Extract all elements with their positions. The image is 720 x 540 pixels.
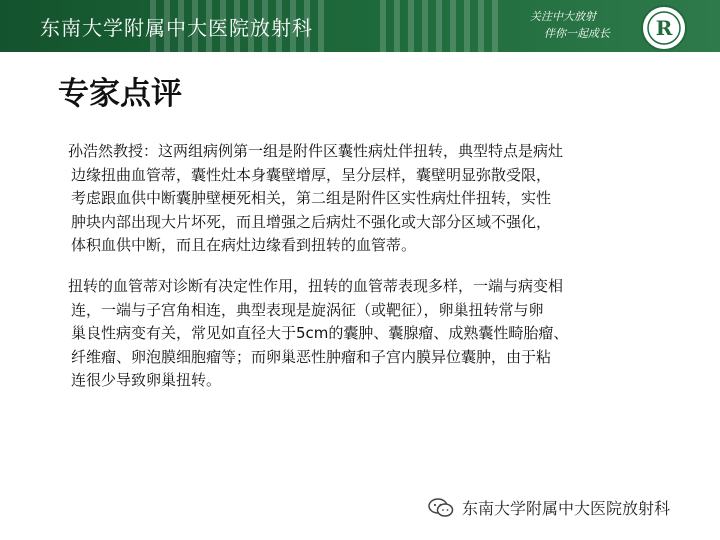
paragraph-expert-review bbox=[68, 140, 668, 258]
paragraph-line: 扭转的血管蒂对诊断有决定性作用，扭转的血管蒂表现多样，一端与病变相 bbox=[68, 277, 564, 295]
watermark bbox=[428, 496, 670, 519]
paragraph-torsion bbox=[68, 275, 668, 393]
paragraph-line: 考虑跟血供中断囊肿壁梗死相关，第二组是附件区实性病灶伴扭转，实性 bbox=[71, 189, 552, 207]
paragraph-line: 孙浩然教授：这两组病例第一组是附件区囊性病灶伴扭转，典型特点是病灶 bbox=[68, 142, 564, 160]
watermark-text: 东南大学附属中大医院放射科 bbox=[462, 499, 671, 518]
paragraph-line: 边缘扭曲血管蒂，囊性灶本身囊壁增厚，呈分层样，囊壁明显弥散受限， bbox=[71, 165, 552, 184]
paragraph-line: 肿块内部出现大片坏死，而且增强之后病灶不强化或大部分区域不强化， bbox=[71, 212, 552, 231]
slogan-line-1: 关注中大放射 bbox=[530, 10, 596, 23]
wechat-icon bbox=[428, 497, 454, 519]
paragraph-line: 纤维瘤、卵泡膜细胞瘤等；而卵巢恶性肿瘤和子宫内膜异位囊肿，由于粘 bbox=[71, 347, 552, 366]
header-banner bbox=[0, 0, 720, 52]
paragraph-line: 连很少导致卵巢扭转。 bbox=[71, 371, 222, 389]
paragraph-line: 体积血供中断，而且在病灶边缘看到扭转的血管蒂。 bbox=[71, 236, 417, 254]
paragraph-line: 连，一端与子宫角相连，典型表现是旋涡征（或靶征），卵巢扭转常与卵 bbox=[71, 300, 544, 319]
hospital-logo-icon bbox=[640, 4, 688, 52]
page-title: 专家点评 bbox=[58, 76, 182, 112]
paragraph-line: 巢良性病变有关，常见如直径大于5cm的囊肿、囊腺瘤、成熟囊性畸胎瘤、 bbox=[71, 324, 569, 342]
slogan-line-2: 伴你一起成长 bbox=[544, 27, 610, 40]
header-title: 东南大学附属中大医院放射科 bbox=[40, 16, 313, 40]
header-slogan bbox=[530, 8, 610, 42]
banner-decoration bbox=[380, 0, 500, 52]
logo-letter: R bbox=[655, 16, 673, 40]
